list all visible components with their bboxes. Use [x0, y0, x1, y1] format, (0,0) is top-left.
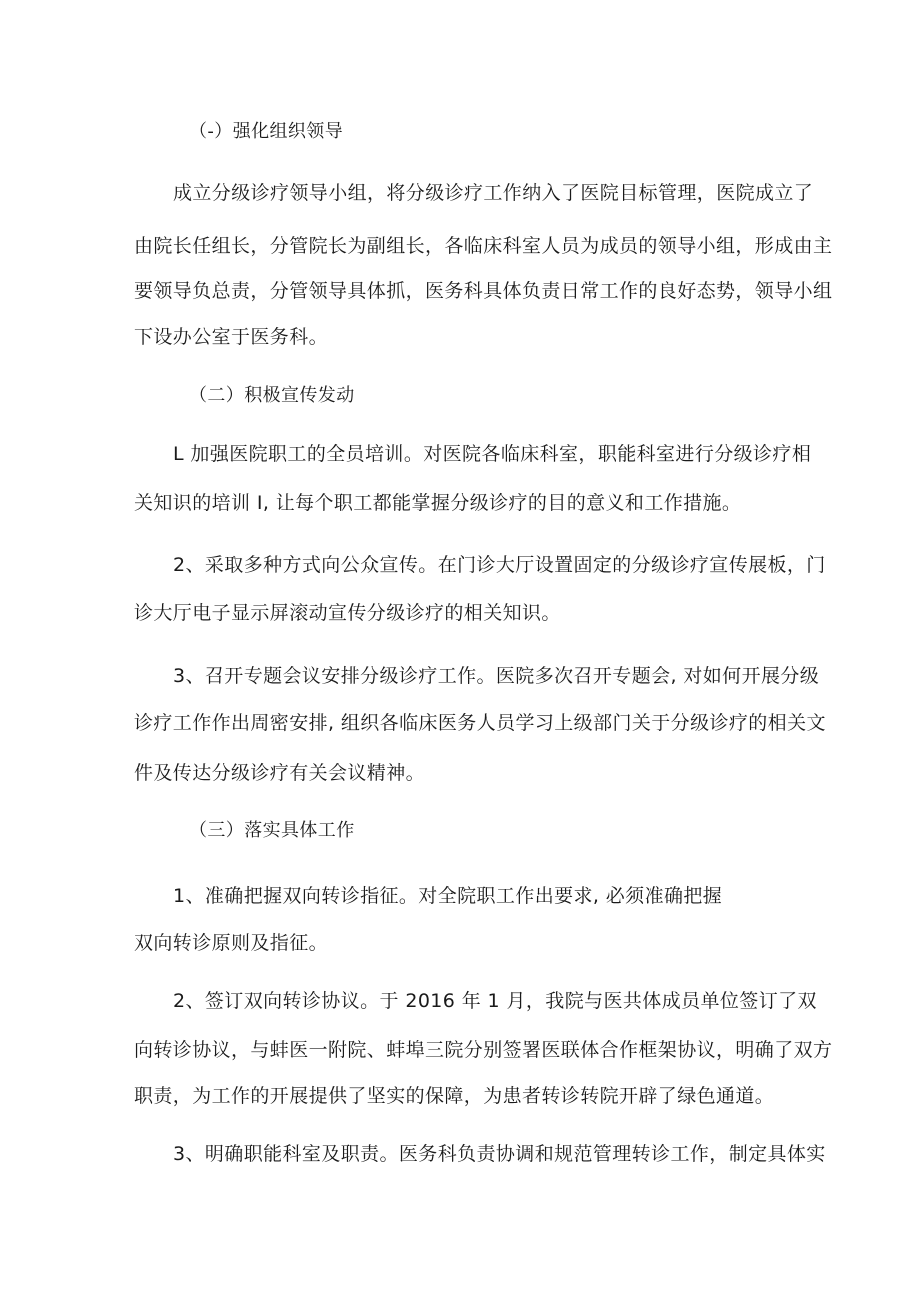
paragraph-line: 向转诊协议，与蚌医一附院、蚌埠三院分别签署医联体合作框架协议，明确了双方 — [134, 1039, 833, 1061]
paragraph-line: 1、准确把握双向转诊指征。对全院职工作出要求, 必须准确把握 — [173, 885, 723, 907]
section-heading-1: （-）强化组织领导 — [189, 121, 344, 142]
paragraph-line: 要领导负总责，分管领导具体抓，医务科具体负责日常工作的良好态势，领导小组 — [134, 280, 833, 302]
paragraph-line: 3、召开专题会议安排分级诊疗工作。医院多次召开专题会, 对如何开展分级 — [173, 665, 820, 687]
paragraph-line: 3、明确职能科室及职责。医务科负责协调和规范管理转诊工作，制定具体实 — [173, 1143, 826, 1165]
paragraph-line: 职责，为工作的开展提供了坚实的保障，为患者转诊转院开辟了绿色通道。 — [134, 1085, 775, 1107]
paragraph-line: 双向转诊原则及指征。 — [134, 932, 329, 954]
paragraph-line: 成立分级诊疗领导小组，将分级诊疗工作纳入了医院目标管理，医院成立了 — [173, 182, 814, 204]
paragraph-line: 由院长任组长，分管院长为副组长，各临床科室人员为成员的领导小组，形成由主 — [134, 235, 833, 257]
paragraph-line: 诊疗工作作出周密安排, 组织各临床医务人员学习上级部门关于分级诊疗的相关文 — [134, 712, 826, 734]
paragraph-line: 关知识的培训 I, 让每个职工都能掌握分级诊疗的目的意义和工作措施。 — [134, 492, 742, 514]
paragraph-line: 诊大厅电子显示屏滚动宣传分级诊疗的相关知识。 — [134, 602, 561, 624]
paragraph-line: 2、采取多种方式向公众宣传。在门诊大厅设置固定的分级诊疗宣传展板，门 — [173, 554, 826, 576]
paragraph-line: 下设办公室于医务科。 — [134, 326, 329, 348]
section-heading-3: （三）落实具体工作 — [189, 820, 355, 841]
paragraph-line: L 加强医院职工的全员培训。对医院各临床科室，职能科室进行分级诊疗相 — [173, 443, 812, 465]
paragraph-line: 件及传达分级诊疗有关会议精神。 — [134, 762, 426, 784]
paragraph-line: 2、签订双向转诊协议。于 2016 年 1 月，我院与医共体成员单位签订了双 — [173, 990, 817, 1012]
section-heading-2: （二）积极宣传发动 — [189, 385, 355, 406]
